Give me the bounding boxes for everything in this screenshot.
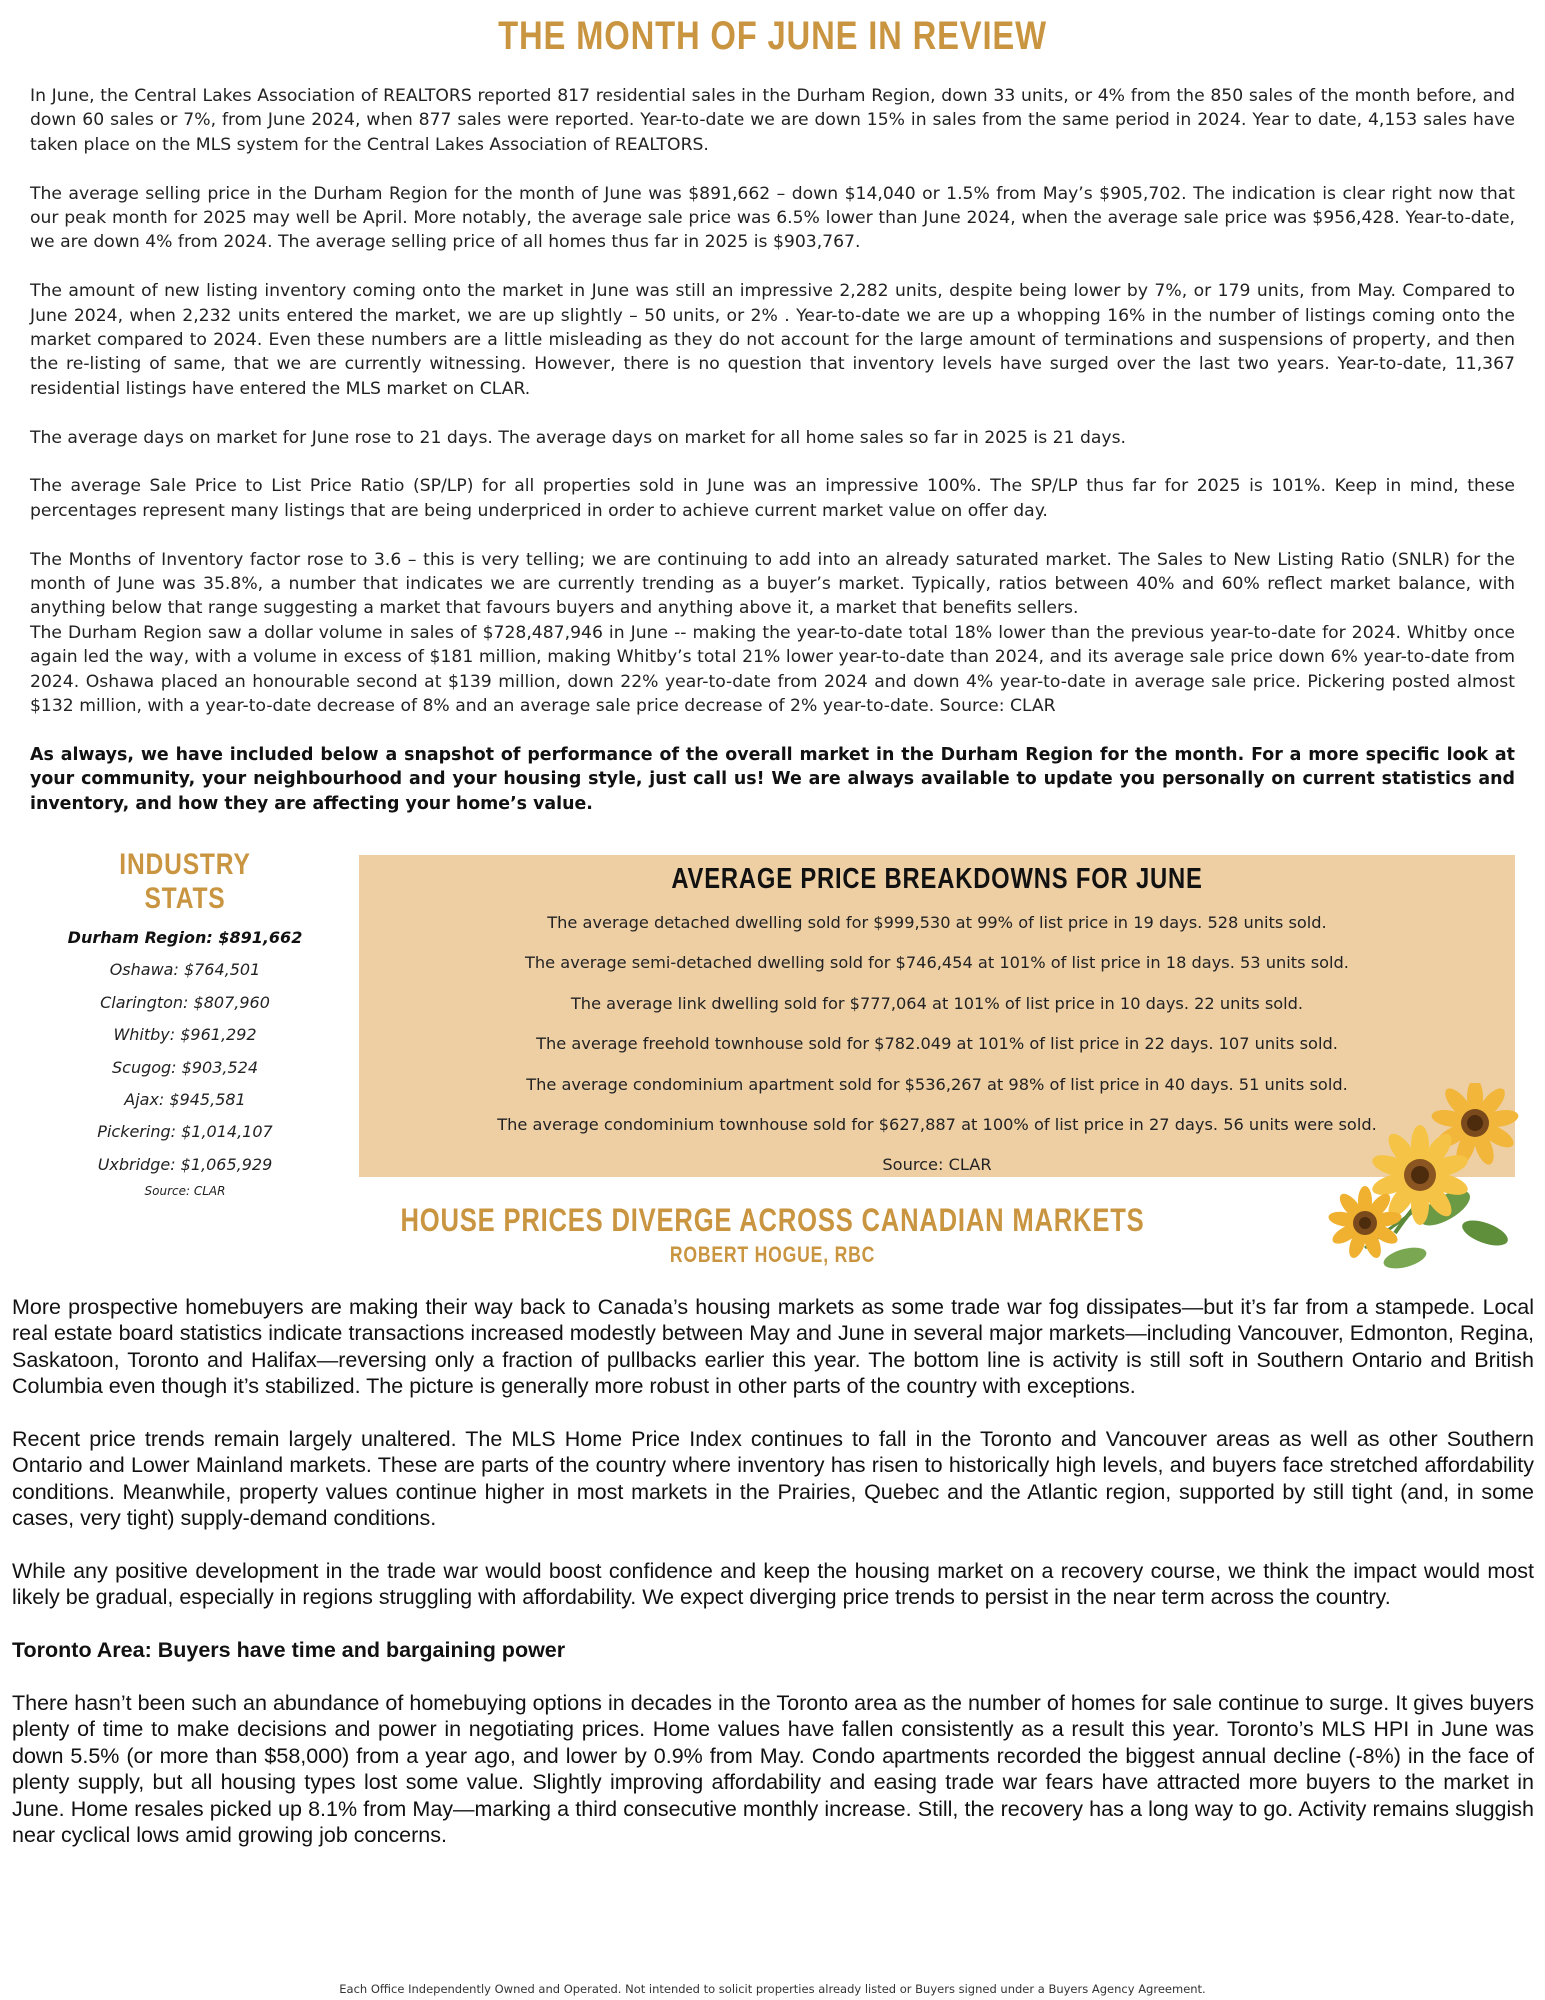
article-paragraph-3: While any positive development in the trade war would boost confidence and keep the housing market on a recovery course, we think the impact would most likely be gradual, especially in regions struggling with affordability. We expect diverging price trends to persist in the near term across the country.: [12, 1559, 1534, 1610]
breakdown-semi-detached: The average semi-detached dwelling sold for $746,454 at 101% of list price in 18 days. 53 units sold.: [525, 953, 1349, 973]
article-subheading: Toronto Area: Buyers have time and bargaining power: [12, 1638, 566, 1663]
stat-ajax: Ajax: $945,581: [124, 1090, 246, 1110]
stat-pickering: Pickering: $1,014,107: [97, 1122, 273, 1142]
article-paragraph-1: More prospective homebuyers are making their way back to Canada’s housing markets as some trade war fog dissipates—but it’s far from a stampede. Local real estate board statistics indicate transactions increased modestly between May and June in several major markets—including Vancouver, Edmonton, Regina, Saskatoon, Toronto and Halifax—reversing only a fraction of pullbacks earlier this year. The bottom line is activity is still soft in Southern Ontario and British Columbia even though it’s stabilized. The picture is generally more robust in other parts of the country with exceptions.: [12, 1295, 1534, 1399]
article-author: ROBERT HOGUE, RBC: [669, 1242, 876, 1267]
breakdown-condo-townhouse: The average condominium townhouse sold for $627,887 at 100% of list price in 27 days. 56 units were sold.: [497, 1115, 1377, 1135]
page-title: THE MONTH OF JUNE IN REVIEW: [498, 14, 1047, 58]
breakdown-freehold-townhouse: The average freehold townhouse sold for $782.049 at 101% of list price in 22 days. 107 units sold.: [536, 1034, 1338, 1054]
intro-paragraph-moi: The Months of Inventory factor rose to 3.6 – this is very telling; we are continuing to add into an already saturated market. The Sales to New Listing Ratio (SNLR) for the month of June was 35.8%, a number that indicates we are currently trending as a buyer’s market. Typically, ratios between 40% and 60% reflect market balance, with anything below that range suggesting a market that favours buyers and anything above it, a market that benefits sellers.: [30, 549, 1515, 619]
industry-stats: [60, 848, 310, 1201]
stat-clarington: Clarington: $807,960: [100, 992, 270, 1012]
industry-stats-title: INDUSTRY STATS: [119, 848, 251, 915]
stat-scugog: Scugog: $903,524: [111, 1057, 258, 1077]
stat-durham-region: Durham Region: $891,662: [67, 928, 303, 947]
stat-uxbridge: Uxbridge: $1,065,929: [97, 1154, 273, 1174]
intro-paragraph-days: The average days on market for June rose to 21 days. The average days on market for all home sales so far in 2025 is 21 days.: [30, 427, 1126, 448]
intro-paragraph-volume: The Durham Region saw a dollar volume in sales of $728,487,946 in June -- making the year-to-date total 18% lower than the previous year-to-date for 2024. Whitby once again led the way, with a volume in excess of $181 million, making Whitby’s total 21% lower year-to-date than 2024, and its average sale price down 6% year-to-date from 2024. Oshawa placed an honourable second at $139 million, down 22% year-to-date from 2024 and down 4% year-to-date in average sale price. Pickering posted almost $132 million, with a year-to-date decrease of 8% and an average sale price decrease of 2% year-to-date. Source: CLAR: [30, 622, 1515, 717]
intro-text: [30, 84, 1515, 840]
intro-paragraph-splp: The average Sale Price to List Price Ratio (SP/LP) for all properties sold in June was an impressive 100%. The SP/LP thus far for 2025 is 101%. Keep in mind, these percentages represent many listings that are being underpriced in order to achieve current market value on offer day.: [30, 476, 1515, 521]
article-paragraph-4: There hasn’t been such an abundance of homebuying options in decades in the Toronto area as the number of homes for sale continue to surge. It gives buyers plenty of time to make decisions and power in negotiating prices. Home values have fallen consistently as a result this year. Toronto’s MLS HPI in June was down 5.5% (or more than $58,000) from a year ago, and lower by 0.9% from May. Condo apartments recorded the biggest annual decline (-8%) in the face of plenty supply, but all housing types lost some value. Slightly improving affordability and easing trade war fears have attracted more buyers to the market in June. Home resales picked up 8.1% from May—marking a third consecutive monthly increase. Still, the recovery has a long way to go. Activity remains sluggish near cyclical lows amid growing job concerns.: [12, 1691, 1534, 1848]
article-paragraph-2: Recent price trends remain largely unaltered. The MLS Home Price Index continues to fall in the Toronto and Vancouver areas as well as other Southern Ontario and Lower Mainland markets. These are parts of the country where inventory has risen to historically high levels, and buyers face stretched affordability conditions. Meanwhile, property values continue higher in most markets in the Prairies, Quebec and the Atlantic region, supported by still tight (and, in some cases, very tight) supply-demand conditions.: [12, 1427, 1534, 1531]
footer-disclaimer: Each Office Independently Owned and Operated. Not intended to solicit properties already listed or Buyers signed under a Buyers Agency Agreement.: [339, 1982, 1206, 1996]
breakdown-condo-apartment: The average condominium apartment sold for $536,267 at 98% of list price in 40 days. 51 units sold.: [526, 1074, 1348, 1094]
intro-paragraph-inventory: The amount of new listing inventory coming onto the market in June was still an impressive 2,282 units, despite being lower by 7%, or 179 units, from May. Compared to June 2024, when 2,232 units entered the market, we are up slightly – 50 units, or 2% . Year-to-date we are up a whopping 16% in the number of listings coming onto the market compared to 2024. Even these numbers are a little misleading as they do not account for the large amount of terminations and suspensions of property, and then the re-listing of same, that we are currently witnessing. However, there is no question that inventory levels have surged over the last two years. Year-to-date, 11,367 residential listings have entered the MLS market on CLAR.: [30, 281, 1515, 399]
breakdown-source: Source: CLAR: [882, 1155, 992, 1175]
intro-paragraph-sales: In June, the Central Lakes Association of REALTORS reported 817 residential sales in the Durham Region, down 33 units, or 4% from the 850 sales of the month before, and down 60 sales or 7%, from June 2024, when 877 sales were reported. Year-to-date we are down 15% in sales from the same period in 2024. Year to date, 4,153 sales have taken place on the MLS system for the Central Lakes Association of REALTORS.: [30, 86, 1515, 155]
intro-paragraph-price: The average selling price in the Durham Region for the month of June was $891,662 – down $14,040 or 1.5% from May’s $905,702. The indication is clear right now that our peak month for 2025 may well be April. More notably, the average sale price was 6.5% lower than June 2024, when the average sale price was $956,428. Year-to-date, we are down 4% from 2024. The average selling price of all homes thus far in 2025 is $903,767.: [30, 183, 1515, 253]
intro-paragraph-callout: As always, we have included below a snapshot of performance of the overall market in the Durham Region for the month. For a more specific look at your community, your neighbourhood and your housing style, just call us! We are always available to update you personally on current statistics and inventory, and how they are affecting your home’s value.: [30, 744, 1515, 814]
stats-source: Source: CLAR: [144, 1184, 226, 1199]
stat-oshawa: Oshawa: $764,501: [109, 960, 261, 980]
article-title: HOUSE PRICES DIVERGE ACROSS CANADIAN MARKETS: [400, 1202, 1145, 1238]
price-breakdown-title: AVERAGE PRICE BREAKDOWNS FOR JUNE: [671, 863, 1203, 895]
breakdown-link: The average link dwelling sold for $777,064 at 101% of list price in 10 days. 22 units sold.: [570, 993, 1304, 1013]
article-body: [12, 1294, 1534, 1875]
stat-whitby: Whitby: $961,292: [113, 1025, 257, 1045]
breakdown-detached: The average detached dwelling sold for $999,530 at 99% of list price in 19 days. 528 units sold.: [547, 913, 1327, 932]
